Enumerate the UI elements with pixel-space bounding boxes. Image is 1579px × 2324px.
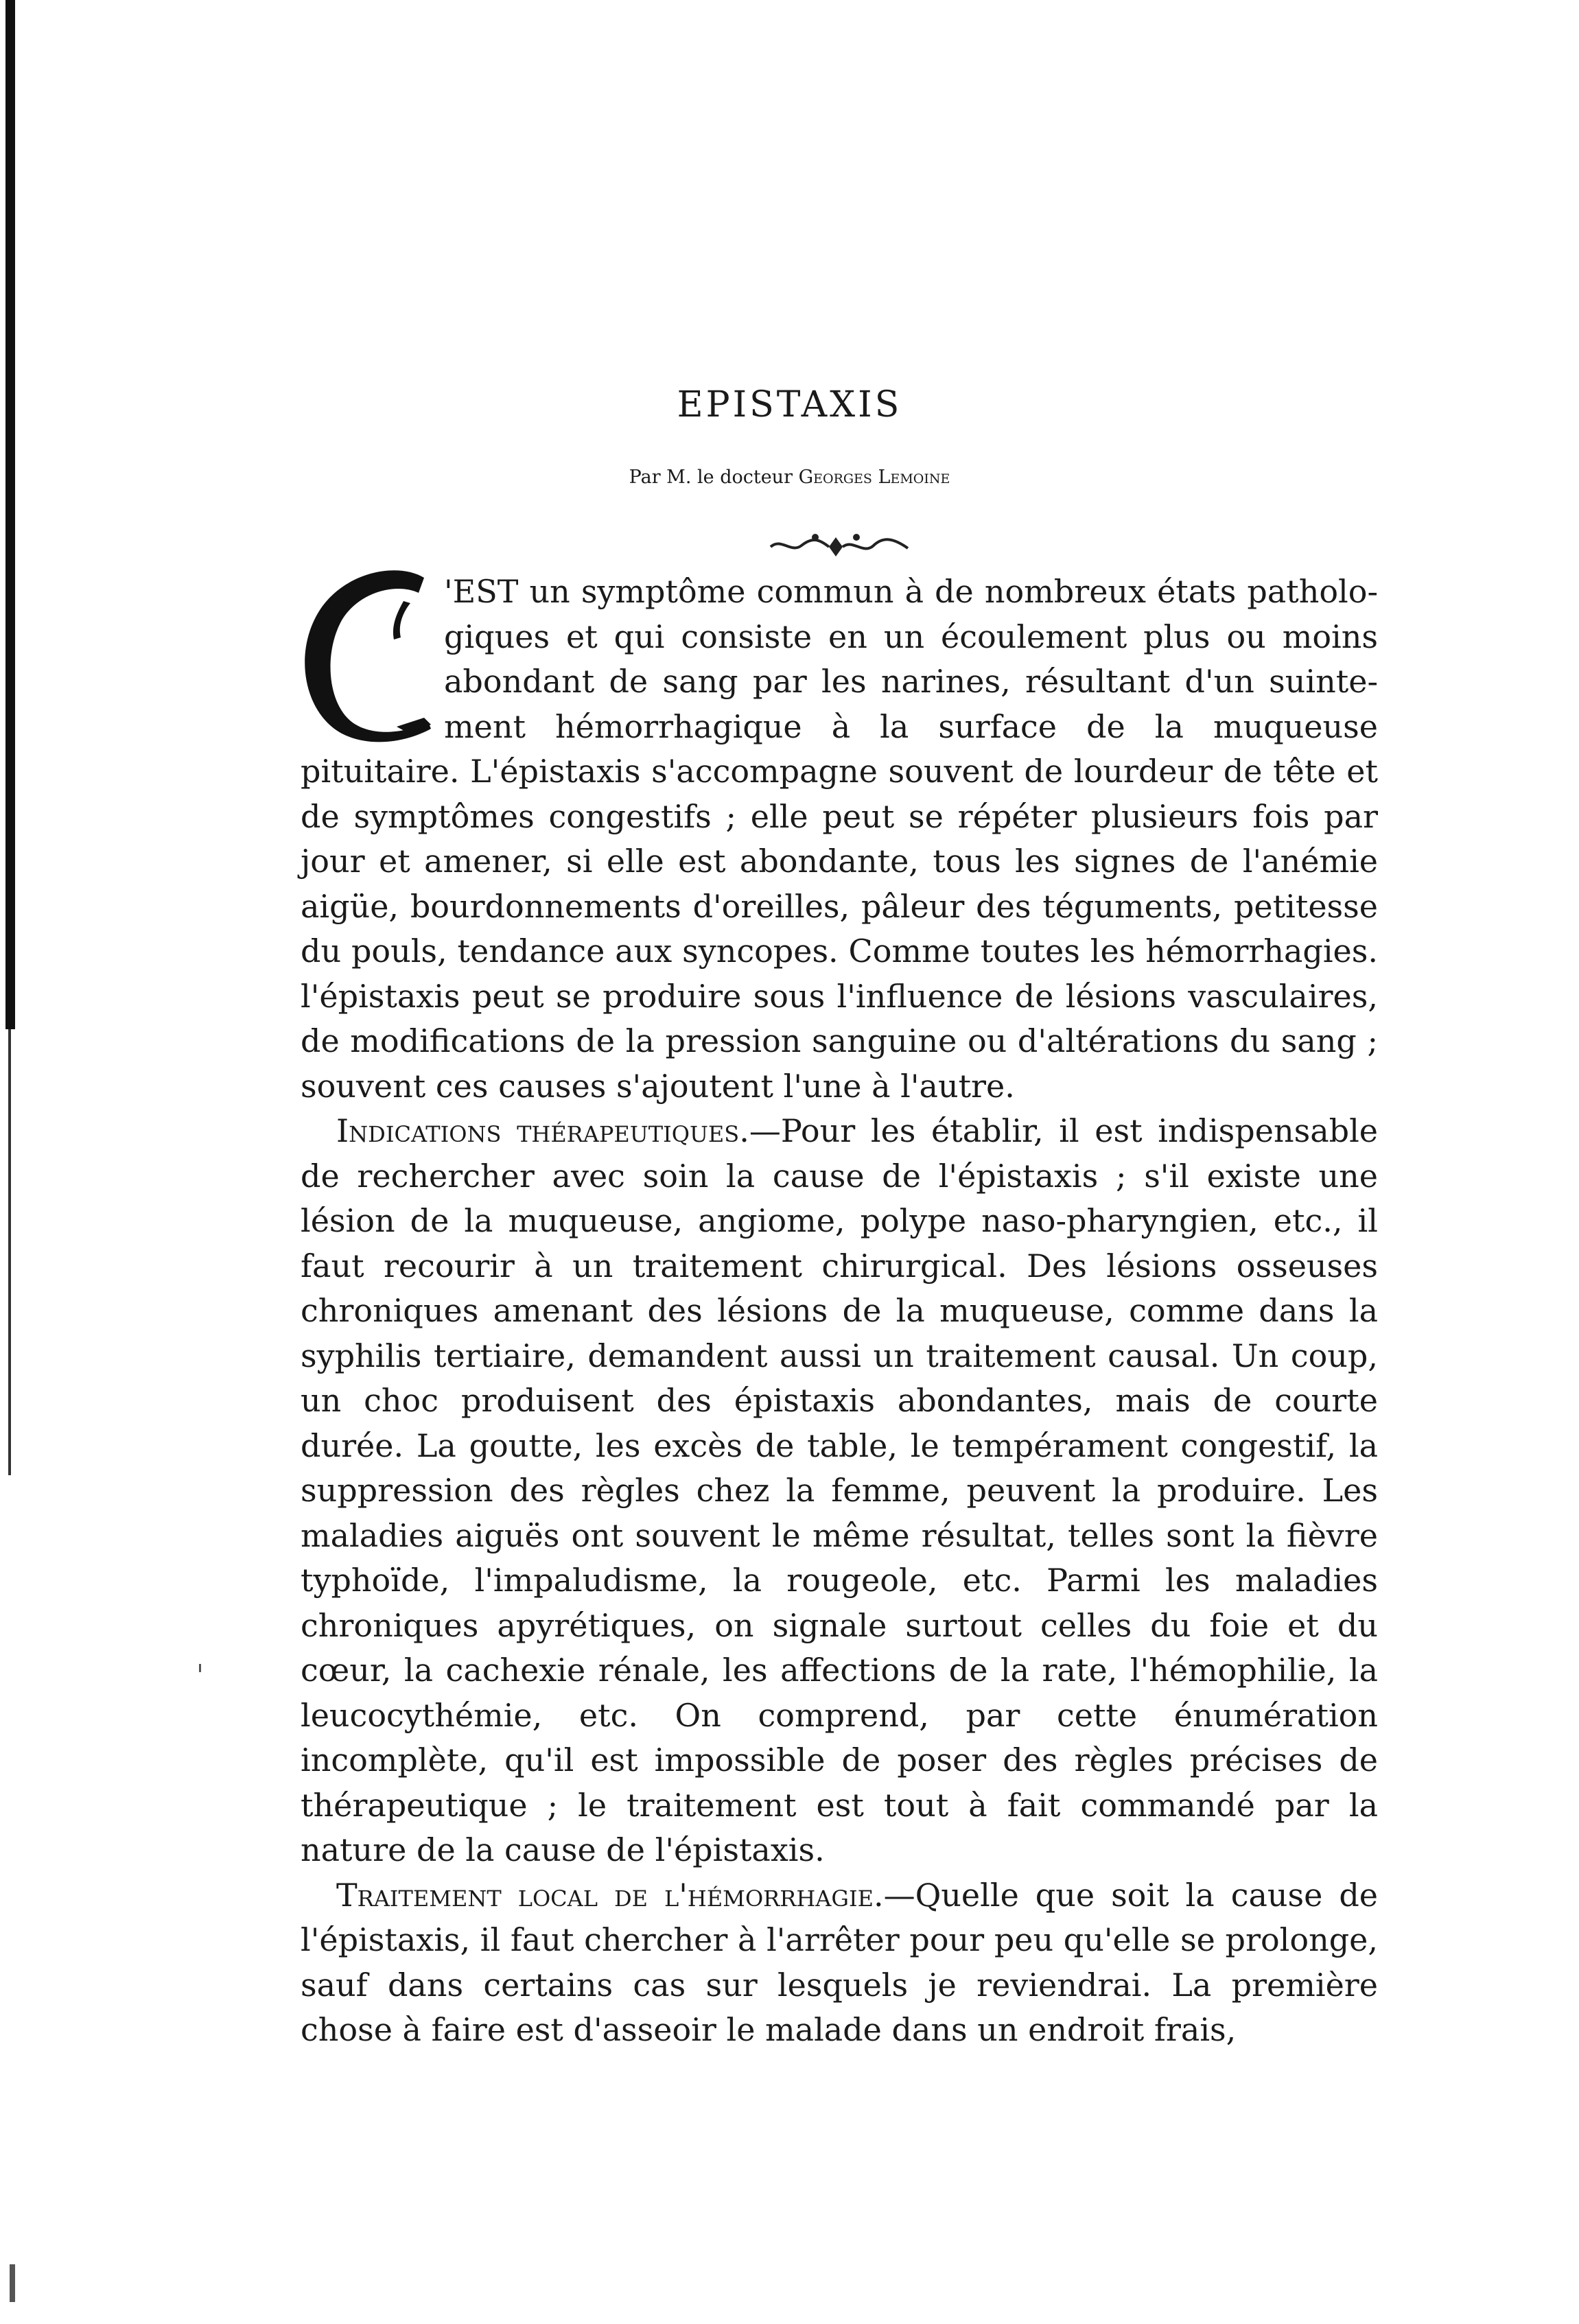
page-binding-edge xyxy=(5,0,15,1029)
paragraph-traitement-text: —Quelle que soit la cause de l'épistaxis, il faut chercher à l'arrêter pour peu qu'elle se prolonge, sauf dans certains cas sur lesquels je reviendrai. La première chose à faire est d'asseoir le malade dans un endroit frais, xyxy=(301,1876,1378,2048)
byline-prefix: Par M. le docteur xyxy=(629,467,799,488)
scan-speck xyxy=(199,1664,201,1672)
paragraph-intro-text: 'EST un symptôme commun à de nombreux états pathologiques et qui consiste en un écoulement plus ou moins abondant de sang par les narines, résultant d'un suintement hémorrhagique à la surface de la muqueuse pituitaire. L'épistaxis s'accompagne souvent de lourdeur de tête et de symptômes congestifs ; elle peut se répéter plusieurs fois par jour et amener, si elle est abondante, tous les signes de l'anémie aigüe, bourdonnements d'oreilles, pâleur des téguments, petitesse du pouls, tendance aux syncopes. Comme toutes les hémorrhagies. l'épistaxis peut se produire sous l'influence de lésions vasculaires, de modifications de la pression sanguine ou d'altérations du sang ; souvent ces causes s'ajoutent l'une à l'autre. xyxy=(301,573,1378,1105)
byline xyxy=(0,467,1579,488)
paragraph-indications-text: —Pour les établir, il est indispensable de rechercher avec soin la cause de l'épistaxis ; s'il existe une lésion de la muqueuse, angiome, polype naso-pharyngien, etc., il faut recourir à un traitement chirurgical. Des lésions osseuses chroniques amenant des lésions de la muqueuse, comme dans la syphilis tertiaire, demandent aussi un traitement causal. Un coup, un choc produisent des épistaxis abondantes, mais de courte durée. La goutte, les excès de table, le tempérament congestif, la suppression des règles chez la femme, peuvent la produire. Les maladies aiguës ont souvent le même résultat, telles sont la fièvre typhoïde, l'impaludisme, la rougeole, etc. Parmi les maladies chroniques apyrétiques, on signale surtout celles du foie et du cœur, la cachexie rénale, les affections de la rate, l'hémophilie, la leucocythémie, etc. On comprend, par cette énumération incomplète, qu'il est impossible de poser des règles précises de thérapeutique ; le traitement est tout à fait commandé par la nature de la cause de l'épistaxis. xyxy=(301,1112,1378,1868)
section-heading-traitement: Traitement local de l'hémorrhagie. xyxy=(336,1876,884,1914)
dropcap-c-icon xyxy=(294,565,434,747)
article-body xyxy=(301,570,1378,2053)
paragraph-traitement xyxy=(301,1873,1378,2053)
section-heading-indications: Indications thérapeutiques. xyxy=(336,1112,749,1149)
paragraph-indications xyxy=(301,1109,1378,1873)
byline-author: Georges Lemoine xyxy=(798,467,950,488)
page-binding-edge-lower xyxy=(8,1029,11,1475)
ornament-flourish-icon xyxy=(767,525,911,566)
article-title: EPISTAXIS xyxy=(677,384,902,425)
scan-speck xyxy=(10,2264,15,2302)
paragraph-intro xyxy=(301,570,1378,1109)
